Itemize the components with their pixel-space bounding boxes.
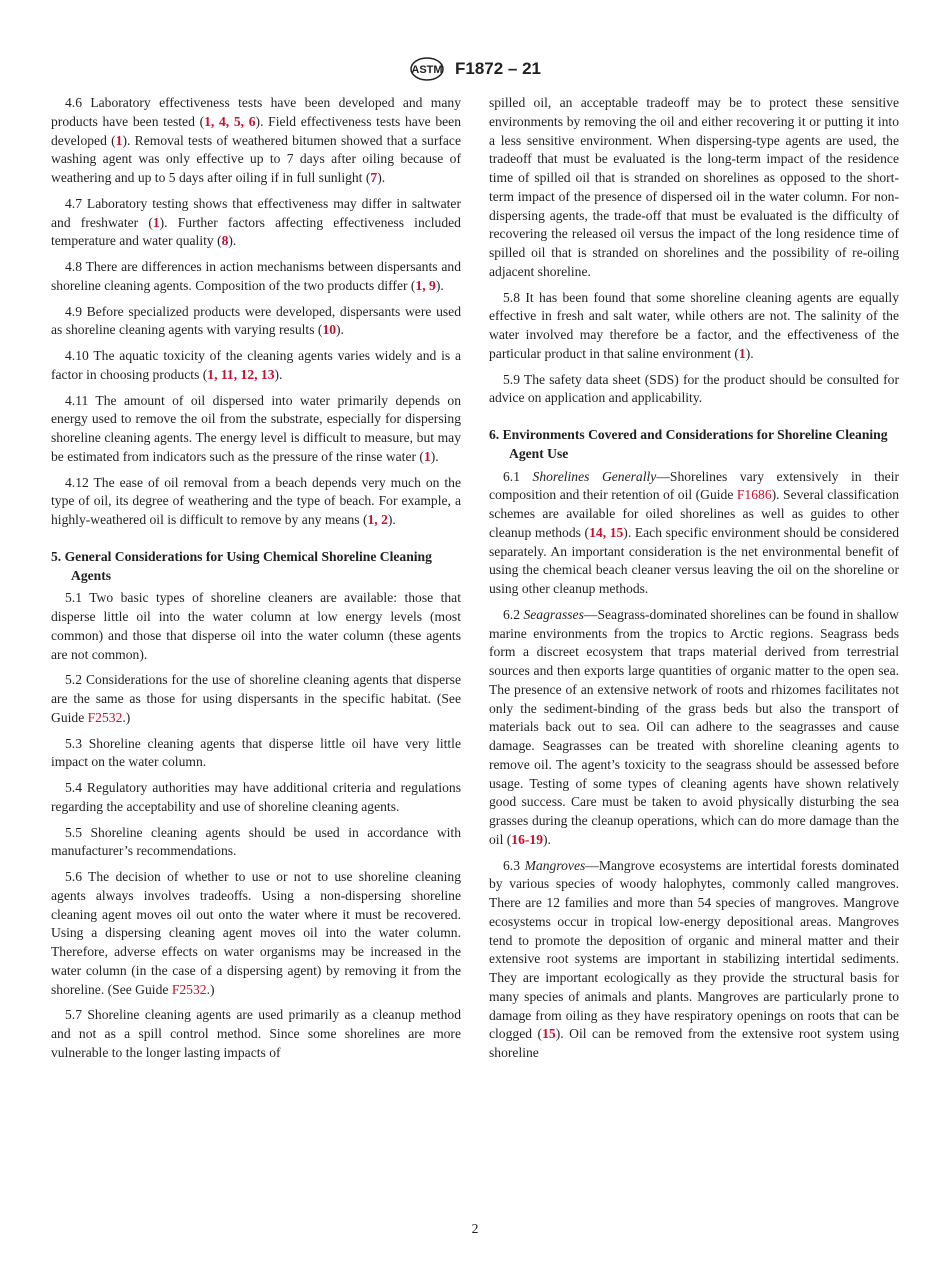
text: —Seagrass-dominated shorelines can be found in shallow marine environments from the tropics to Arctic regions. Seagrass beds form a discreet ecosystem that traps material derived from terrestrial sources and then exports large quantities of organic matter to the open sea. The presence of an extensive network of roots and rhizomes facilitates not only the sediment-binding of the grass beds but also the transport of materials back out to sea. Oil can adhere to the seagrasses and cause damage. Seagrasses can be treated with shoreline cleaning agents to remove oil. The agent’s toxicity to the seagrass should be assessed before usage. Testing of some types of cleaning agents have shown relatively good success. Care must be taken to avoid physically disturbing the sea grasses during the cleanup operations, which can do more damage than the oil (: [489, 606, 899, 847]
reference-link[interactable]: 1, 4, 5, 6: [204, 113, 256, 129]
reference-link[interactable]: 1: [423, 448, 431, 464]
paragraph: [489, 289, 899, 364]
paragraph: [51, 671, 461, 727]
text: 5.3 Shoreline cleaning agents that disperse little oil have very little impact on the water column.: [51, 735, 461, 770]
paragraph: [489, 606, 899, 850]
reference-link[interactable]: 14, 15: [589, 524, 624, 540]
right-column: [489, 94, 899, 1070]
paragraph: [51, 392, 461, 467]
page-header: [0, 56, 950, 82]
text: ).: [274, 366, 283, 382]
text: 4.12 The ease of oil removal from a beach depends very much on the type of oil, its degree of weathering and the type of beach. For example, a highly-weathered oil is difficult to remove by any means (: [51, 474, 461, 527]
paragraph: [51, 735, 461, 773]
text: ).: [745, 345, 754, 361]
reference-link[interactable]: 1: [738, 345, 746, 361]
text: 6.2: [503, 606, 524, 622]
text: 5.1 Two basic types of shoreline cleaners are available: those that disperse little oil into the water column at low energy levels (most common) and those that disperse oil into the water column (these agents are not common).: [51, 590, 461, 662]
paragraph: [51, 824, 461, 862]
section-heading: [489, 426, 899, 464]
text: 6.1: [503, 468, 533, 484]
standard-link[interactable]: F2532: [87, 709, 123, 725]
paragraph: [51, 195, 461, 251]
text: 5.5 Shoreline cleaning agents should be used in accordance with manufacturer’s recommendations.: [51, 824, 461, 859]
text: .): [206, 981, 215, 997]
reference-link[interactable]: 15: [542, 1026, 556, 1042]
text: 5.4 Regulatory authorities may have additional criteria and regulations regarding the acceptability and use of shoreline cleaning agents.: [51, 780, 461, 814]
paragraph: [51, 589, 461, 664]
reference-link[interactable]: 10: [322, 322, 337, 338]
text: 5.2 Considerations for the use of shoreline cleaning agents that disperse are the same as those for using dispersants in the specific habitat. (See Guide: [51, 672, 461, 725]
left-column: [51, 94, 461, 1070]
subsection-title: Shorelines Generally: [532, 468, 657, 484]
svg-text:ASTM: ASTM: [411, 64, 443, 76]
text: ).: [336, 322, 344, 338]
paragraph: [51, 94, 461, 188]
text: ).: [435, 277, 444, 293]
text: 5. General Considerations for Using Chemical Shoreline Cleaning Agents: [51, 548, 432, 583]
text: —Shorelines vary extensively in their composition and their retention of oil (Guide: [489, 468, 899, 503]
paragraph: [489, 94, 899, 282]
reference-link[interactable]: 1, 9: [415, 277, 436, 293]
reference-link[interactable]: 1, 2: [367, 512, 388, 527]
text: ). Several classification schemes are available for oiled shorelines as well as guides to other cleanup methods (: [489, 487, 899, 540]
paragraph: [51, 868, 461, 999]
text: 5.6 The decision of whether to use or not to use shoreline cleaning agents always involves tradeoffs. Using a non-dispersing shoreline cleaning agent moves oil out onto the water where it must be recovered. Using a dispersing cleaning agent moves oil into the water column. Therefore, adverse effects on water organisms may be increased in the water column (in the case of a dispersing agent) by removing it from the shoreline. (See Guide: [51, 869, 461, 997]
paragraph: [51, 303, 461, 341]
standard-link[interactable]: F1686: [736, 487, 772, 503]
text: ). Removal tests of weathered bitumen showed that a surface washing agent was only effective up to 7 days after oiling because of weathering and up to 5 days after oiling if in full sunlight (: [51, 132, 462, 185]
text: 4.8 There are differences in action mechanisms between dispersants and shoreline cleaning agents. Composition of the two products differ (: [51, 259, 461, 293]
standard-designation: F1872 – 21: [454, 59, 541, 78]
paragraph: [51, 258, 461, 296]
paragraph: [489, 857, 899, 1063]
section-heading: [51, 548, 461, 586]
text: 4.6 Laboratory effectiveness tests have been developed and many products have been tested (: [51, 95, 461, 129]
text: ). Further factors affecting effectiveness included temperature and water quality (: [51, 214, 461, 249]
text: 6. Environments Covered and Considerations for Shoreline Cleaning Agent Use: [489, 427, 888, 461]
astm-logo-icon: [409, 56, 445, 82]
text: ). Oil can be removed from the extensive root system using shoreline: [489, 1026, 899, 1060]
text: ).: [430, 448, 439, 464]
reference-link[interactable]: 16-19: [511, 831, 543, 847]
text: ).: [543, 831, 551, 847]
text: 5.9 The safety data sheet (SDS) for the product should be consulted for advice on application and applicability.: [489, 371, 899, 406]
standard-link[interactable]: F2532: [171, 981, 207, 997]
text: ). Each specific environment should be considered separately. An important consideration is the net environmental benefit of using the chemical beach cleaner versus leaving the oil on the shoreline or using other cleanup methods.: [489, 524, 899, 596]
reference-link[interactable]: 1, 11, 12, 13: [207, 366, 275, 382]
reference-link[interactable]: 8: [221, 233, 229, 249]
paragraph: [51, 347, 461, 385]
text: 5.7 Shoreline cleaning agents are used primarily as a cleanup method and not as a spill control method. Since some shorelines are more vulnerable to the longer lasting impacts of: [51, 1007, 461, 1060]
text: 4.10 The aquatic toxicity of the cleaning agents varies widely and is a factor in choosing products (: [51, 348, 461, 382]
text: ).: [377, 170, 386, 185]
text: —Mangrove ecosystems are intertidal forests dominated by various species of woody halophytes, commonly called mangroves. There are 12 families and more than 54 species of mangroves. Mangrove ecosystems occur in tropical low-energy depositional areas. Mangroves tend to promote the deposition of organic and mineral matter and their extensive root systems are important in stabilizing intertidal sediments. They are important ecologically as they provide the structural basis for many species of animals and plants. Mangroves are particularly prone to damage from oiling as they have respiratory openings on roots that can be clogged (: [489, 857, 899, 1042]
text: 5.8 It has been found that some shoreline cleaning agents are equally effective in fresh and salt water, while others are not. The salinity of the water involved may therefore be a factor, and the effectiveness of the particular product in that saline environment (: [489, 289, 899, 361]
paragraph: [51, 474, 461, 530]
text: 4.9 Before specialized products were developed, dispersants were used as shoreline cleaning agents with varying results (: [51, 303, 461, 338]
paragraph: [51, 1006, 461, 1062]
text: spilled oil, an acceptable tradeoff may be to protect these sensitive environments by removing the oil and either recovering it or putting it into a less sensitive environment. When dispersing-type agents are used, the tradeoff that must be evaluated is the long-term impact of the residence time of spilled oil that is stranded on shorelines as opposed to the short-term impact of the presence of dispersed oil in the water column. For non-dispersing agents, the trade-off that must be evaluated is the difficulty of recovering the released oil versus the impact of the long residence time of spilled oil that is stranded on shorelines and the possibility of re-oiling adjacent shoreline.: [489, 95, 899, 279]
text: ).: [228, 233, 237, 249]
text: ).: [387, 512, 396, 527]
reference-link[interactable]: 1: [115, 132, 123, 148]
paragraph: [489, 371, 899, 409]
subsection-title: Mangroves: [524, 857, 586, 873]
reference-link[interactable]: 7: [370, 170, 378, 185]
text: 4.7 Laboratory testing shows that effectiveness may differ in saltwater and freshwater (: [51, 195, 461, 230]
page-number: 2: [471, 1221, 479, 1236]
reference-link[interactable]: 1: [152, 214, 160, 230]
text: 4.11 The amount of oil dispersed into water primarily depends on energy used to remove the oil from the substrate, especially for dispersing shoreline cleaning agents. The energy level is difficult to measure, but may be estimated from indicators such as the pressure of the rinse water (: [51, 392, 461, 464]
text: ). Field effectiveness tests have been developed (: [51, 113, 462, 148]
text: .): [122, 709, 131, 725]
paragraph: [489, 468, 899, 599]
text: 6.3: [503, 857, 525, 873]
subsection-title: Seagrasses: [523, 606, 584, 622]
paragraph: [51, 779, 461, 817]
